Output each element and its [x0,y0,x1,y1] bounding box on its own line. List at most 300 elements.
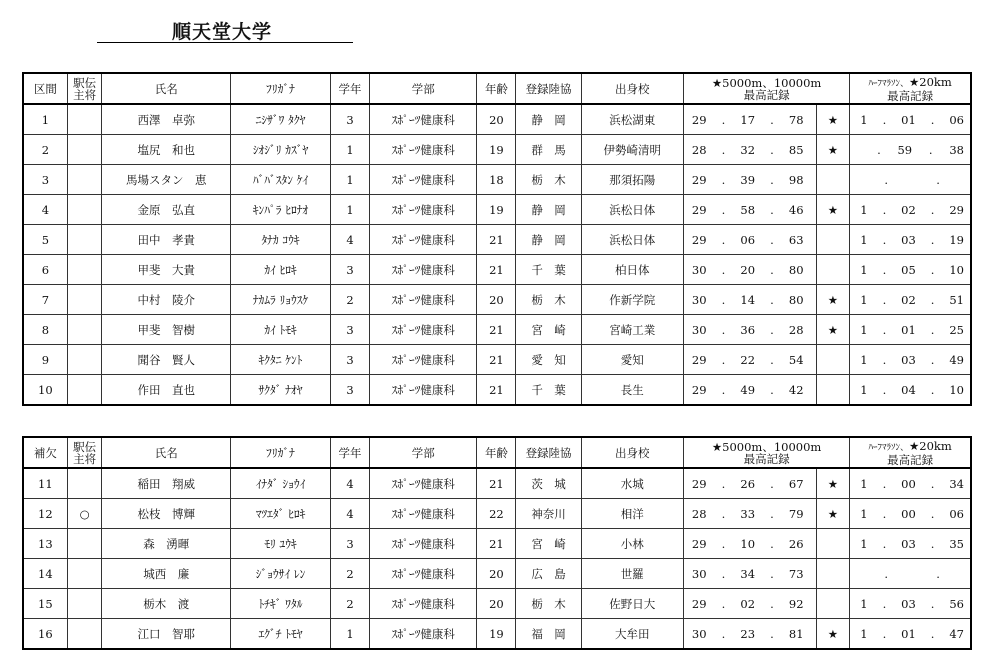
record-part: 98 [788,172,804,187]
cell-number: 1 [23,104,67,135]
record-part: 03 [901,596,916,611]
record-separator: . [770,292,774,307]
record-separator: . [882,596,887,611]
record-part: 1 [860,232,868,247]
star-icon: ★ [816,315,850,345]
cell-school: 伊勢崎清明 [581,135,683,165]
cell-captain [67,135,102,165]
header-kana: ﾌﾘｶﾞﾅ [230,437,330,468]
cell-assoc: 福 岡 [516,619,581,650]
record-part: 10 [740,536,756,551]
cell-year: 4 [331,468,370,499]
record-part: 29 [691,172,707,187]
cell-dept: ｽﾎﾟｰﾂ健康科 [370,529,477,559]
record-separator: . [882,476,887,491]
record-separator: . [770,202,774,217]
cell-kana: ｶｲ ﾄﾓｷ [230,315,330,345]
cell-age: 19 [477,195,516,225]
record-separator: . [721,172,726,187]
cell-dept: ｽﾎﾟｰﾂ健康科 [370,559,477,589]
table-row [23,375,971,406]
record-part: 01 [901,112,916,127]
record-separator: . [930,476,935,491]
record-part: 1 [860,626,868,641]
record-part: 1 [860,202,868,217]
header-captain: 駅伝 主将 [67,437,102,468]
record-separator: . [770,322,774,337]
table-header-row [23,73,971,104]
cell-number: 7 [23,285,67,315]
header-best-track: ★5000m、10000m 最高記録 [683,437,849,468]
record-part: 85 [788,142,804,157]
cell-school: 佐野日大 [581,589,683,619]
cell-school: 作新学院 [581,285,683,315]
cell-dept: ｽﾎﾟｰﾂ健康科 [370,255,477,285]
cell-road-record [850,589,971,619]
cell-captain [67,375,102,406]
record-part: 34 [740,566,756,581]
cell-kana: ｶｲ ﾋﾛｷ [230,255,330,285]
record-part: 1 [860,262,868,277]
record-separator: . [930,112,935,127]
record-part: 56 [949,596,964,611]
record-part: 29 [691,382,707,397]
record-separator: . [770,596,774,611]
cell-captain [67,285,102,315]
star-icon [816,165,850,195]
record-part: 29 [691,202,707,217]
record-part: 47 [949,626,964,641]
record-separator: . [721,262,726,277]
table-row [23,529,971,559]
record-part: 29 [691,112,707,127]
main-roster-table [22,72,972,406]
cell-name: 甲斐 智樹 [102,315,231,345]
record-part: 58 [740,202,756,217]
cell-assoc: 神奈川 [516,499,581,529]
cell-dept: ｽﾎﾟｰﾂ健康科 [370,375,477,406]
record-separator: . [930,262,935,277]
cell-year: 2 [331,559,370,589]
record-separator: . [721,626,726,641]
record-part: 30 [691,292,707,307]
record-part: 10 [949,262,964,277]
title-underline [97,42,353,43]
record-part: 30 [691,262,707,277]
record-part: 10 [949,382,964,397]
cell-name: 馬場スタン 恵 [102,165,231,195]
cell-name: 作田 直也 [102,375,231,406]
record-separator: . [930,292,935,307]
record-separator: . [721,382,726,397]
cell-track-record [683,375,816,406]
record-part: 46 [788,202,804,217]
cell-number: 3 [23,165,67,195]
record-part: 1 [860,476,868,491]
cell-year: 3 [331,255,370,285]
header-year: 学年 [331,437,370,468]
cell-track-record [683,559,816,589]
cell-road-record [850,499,971,529]
cell-captain [67,559,102,589]
record-separator: . [882,536,887,551]
record-part: 63 [788,232,804,247]
record-part: 38 [949,142,964,157]
cell-dept: ｽﾎﾟｰﾂ健康科 [370,345,477,375]
header-best-road: ﾊｰﾌﾏﾗｿﾝ、★20km 最高記録 [850,437,971,468]
record-part: 1 [860,536,868,551]
cell-age: 20 [477,285,516,315]
page-title: 順天堂大学 [172,21,273,43]
cell-name: 聞谷 賢人 [102,345,231,375]
record-separator: . [770,536,774,551]
record-part: 30 [691,322,707,337]
table-row [23,225,971,255]
cell-dept: ｽﾎﾟｰﾂ健康科 [370,285,477,315]
record-part: 30 [691,566,707,581]
cell-number: 11 [23,468,67,499]
cell-track-record [683,589,816,619]
record-separator: . [930,202,935,217]
cell-number: 16 [23,619,67,650]
record-separator: . [882,262,887,277]
record-part: 80 [788,292,804,307]
record-separator: . [882,232,887,247]
cell-assoc: 栃 木 [516,589,581,619]
record-part: 29 [691,352,707,367]
record-part: 32 [740,142,756,157]
table-row [23,285,971,315]
cell-kana: ﾓﾘ ﾕｳｷ [230,529,330,559]
cell-captain [67,589,102,619]
cell-year: 4 [331,499,370,529]
record-part: 79 [788,506,804,521]
cell-assoc: 群 馬 [516,135,581,165]
cell-year: 3 [331,345,370,375]
cell-assoc: 静 岡 [516,225,581,255]
cell-school: 水城 [581,468,683,499]
cell-kana: ｼﾞｮｳｻｲ ﾚﾝ [230,559,330,589]
cell-assoc: 宮 崎 [516,529,581,559]
record-separator: . [928,142,933,157]
cell-age: 21 [477,315,516,345]
record-part: 59 [897,142,913,157]
cell-school: 相洋 [581,499,683,529]
record-part: 06 [949,506,964,521]
header-substitute: 補欠 [23,437,67,468]
star-icon: ★ [816,285,850,315]
cell-age: 22 [477,499,516,529]
cell-school: 柏日体 [581,255,683,285]
record-part: 29 [691,232,707,247]
cell-captain [67,225,102,255]
cell-track-record [683,315,816,345]
record-part: 51 [949,292,964,307]
cell-number: 8 [23,315,67,345]
record-separator: . [884,172,889,187]
record-part: 49 [949,352,964,367]
header-assoc: 登録陸協 [516,437,581,468]
cell-road-record [850,165,971,195]
cell-name: 塩尻 和也 [102,135,231,165]
record-part: 42 [788,382,804,397]
cell-school: 宮崎工業 [581,315,683,345]
table-row [23,255,971,285]
record-part: 92 [788,596,804,611]
cell-assoc: 宮 崎 [516,315,581,345]
record-part: 02 [740,596,756,611]
cell-kana: ｼｵｼﾞﾘ ｶｽﾞﾔ [230,135,330,165]
cell-name: 甲斐 大貴 [102,255,231,285]
record-part: 80 [788,262,804,277]
cell-kana: ﾊﾞﾊﾞｽﾀﾝ ｹｲ [230,165,330,195]
cell-track-record [683,285,816,315]
substitute-roster-table [22,436,972,650]
record-part: 01 [901,626,916,641]
record-separator: . [882,202,887,217]
star-icon [816,529,850,559]
record-separator: . [721,352,726,367]
cell-captain [67,165,102,195]
record-separator: . [770,352,774,367]
cell-track-record [683,529,816,559]
table-row [23,345,971,375]
record-part: 28 [691,142,707,157]
cell-track-record [683,255,816,285]
cell-school: 小林 [581,529,683,559]
cell-track-record [683,499,816,529]
record-separator: . [936,566,940,581]
star-icon: ★ [816,195,850,225]
record-separator: . [882,506,887,521]
cell-year: 4 [331,225,370,255]
cell-year: 2 [331,589,370,619]
cell-number: 15 [23,589,67,619]
record-separator: . [930,352,935,367]
cell-kana: ｲﾅﾀﾞ ｼｮｳｲ [230,468,330,499]
record-part: 39 [740,172,756,187]
cell-age: 20 [477,104,516,135]
star-icon [816,559,850,589]
cell-captain [67,315,102,345]
cell-road-record [850,255,971,285]
record-part: 33 [740,506,756,521]
table-row [23,195,971,225]
cell-captain [67,104,102,135]
cell-road-record [850,104,971,135]
cell-dept: ｽﾎﾟｰﾂ健康科 [370,589,477,619]
header-assoc: 登録陸協 [516,73,581,104]
record-part: 14 [740,292,756,307]
cell-name: 松枝 博輝 [102,499,231,529]
record-part: 34 [949,476,964,491]
cell-kana: ﾅｶﾑﾗ ﾘｮｳｽｹ [230,285,330,315]
cell-dept: ｽﾎﾟｰﾂ健康科 [370,468,477,499]
record-part: 28 [691,506,707,521]
cell-dept: ｽﾎﾟｰﾂ健康科 [370,499,477,529]
cell-captain [67,195,102,225]
table-row [23,619,971,650]
cell-year: 1 [331,135,370,165]
record-part: 49 [740,382,756,397]
cell-age: 19 [477,619,516,650]
record-part: 25 [949,322,964,337]
table-row [23,135,971,165]
record-part: 22 [740,352,756,367]
record-part: 17 [740,112,756,127]
record-separator: . [770,172,774,187]
record-separator: . [721,112,726,127]
cell-track-record [683,468,816,499]
record-part: 05 [901,262,916,277]
record-part: 03 [901,232,916,247]
header-school: 出身校 [581,73,683,104]
table-header-row [23,437,971,468]
record-separator: . [721,142,726,157]
record-part: 30 [691,626,707,641]
cell-number: 13 [23,529,67,559]
table-row [23,589,971,619]
cell-road-record [850,375,971,406]
cell-number: 2 [23,135,67,165]
header-dept: 学部 [370,437,477,468]
header-best-road: ﾊｰﾌﾏﾗｿﾝ、★20km 最高記録 [850,73,971,104]
cell-assoc: 愛 知 [516,345,581,375]
star-icon: ★ [816,104,850,135]
record-part: 1 [860,352,868,367]
cell-captain [67,345,102,375]
cell-kana: ｻｸﾀﾞ ﾅｵﾔ [230,375,330,406]
cell-road-record [850,559,971,589]
record-part: 00 [901,476,916,491]
cell-dept: ｽﾎﾟｰﾂ健康科 [370,165,477,195]
table-row [23,315,971,345]
cell-track-record [683,135,816,165]
cell-name: 金原 弘直 [102,195,231,225]
cell-year: 3 [331,529,370,559]
record-part: 67 [788,476,804,491]
cell-year: 2 [331,285,370,315]
record-part: 29 [691,536,707,551]
record-part: 29 [949,202,964,217]
cell-number: 14 [23,559,67,589]
record-part: 28 [788,322,804,337]
cell-assoc: 茨 城 [516,468,581,499]
star-icon [816,225,850,255]
cell-number: 6 [23,255,67,285]
cell-number: 10 [23,375,67,406]
cell-number: 4 [23,195,67,225]
cell-age: 21 [477,255,516,285]
record-separator: . [770,626,774,641]
record-separator: . [721,232,726,247]
record-part: 36 [740,322,756,337]
cell-name: 中村 陵介 [102,285,231,315]
record-part: 02 [901,292,916,307]
record-part: 06 [740,232,756,247]
record-part: 35 [949,536,964,551]
record-part: 26 [740,476,756,491]
cell-age: 21 [477,529,516,559]
record-part: 01 [901,322,916,337]
star-icon: ★ [816,135,850,165]
cell-track-record [683,345,816,375]
record-separator: . [770,506,774,521]
cell-assoc: 静 岡 [516,104,581,135]
cell-kana: ﾆｼｻﾞﾜ ﾀｸﾔ [230,104,330,135]
cell-year: 1 [331,195,370,225]
cell-school: 那須拓陽 [581,165,683,195]
cell-age: 21 [477,375,516,406]
cell-assoc: 千 葉 [516,255,581,285]
cell-number: 9 [23,345,67,375]
cell-age: 21 [477,345,516,375]
record-part: 1 [860,506,868,521]
header-age: 年齢 [477,437,516,468]
record-separator: . [930,232,935,247]
record-separator: . [721,476,726,491]
cell-captain [67,255,102,285]
cell-captain [67,529,102,559]
cell-road-record [850,529,971,559]
cell-name: 田中 孝貴 [102,225,231,255]
table-row [23,499,971,529]
record-part: 1 [860,322,868,337]
cell-school: 浜松日体 [581,225,683,255]
record-separator: . [882,322,887,337]
record-separator: . [721,536,726,551]
cell-track-record [683,104,816,135]
cell-assoc: 千 葉 [516,375,581,406]
cell-road-record [850,619,971,650]
record-separator: . [930,596,935,611]
cell-road-record [850,195,971,225]
record-separator: . [882,112,887,127]
record-part: 29 [691,596,707,611]
cell-dept: ｽﾎﾟｰﾂ健康科 [370,315,477,345]
header-name: 氏名 [102,437,231,468]
cell-school: 愛知 [581,345,683,375]
cell-kana: ﾏﾂｴﾀﾞ ﾋﾛｷ [230,499,330,529]
cell-assoc: 栃 木 [516,165,581,195]
header-captain: 駅伝 主将 [67,73,102,104]
star-icon [816,375,850,406]
record-part: 1 [860,382,868,397]
record-separator: . [721,566,726,581]
cell-kana: ｷﾝﾊﾟﾗ ﾋﾛﾅｵ [230,195,330,225]
cell-road-record [850,225,971,255]
star-icon [816,345,850,375]
record-separator: . [930,626,935,641]
cell-year: 1 [331,619,370,650]
header-section: 区間 [23,73,67,104]
cell-track-record [683,195,816,225]
cell-assoc: 栃 木 [516,285,581,315]
record-separator: . [770,382,774,397]
cell-school: 世羅 [581,559,683,589]
header-name: 氏名 [102,73,231,104]
record-part: 04 [901,382,916,397]
record-part: 03 [901,536,916,551]
cell-track-record [683,225,816,255]
cell-dept: ｽﾎﾟｰﾂ健康科 [370,135,477,165]
record-part: 1 [860,292,868,307]
cell-name: 西澤 卓弥 [102,104,231,135]
header-age: 年齢 [477,73,516,104]
record-part: 81 [788,626,804,641]
cell-name: 栃木 渡 [102,589,231,619]
cell-number: 5 [23,225,67,255]
